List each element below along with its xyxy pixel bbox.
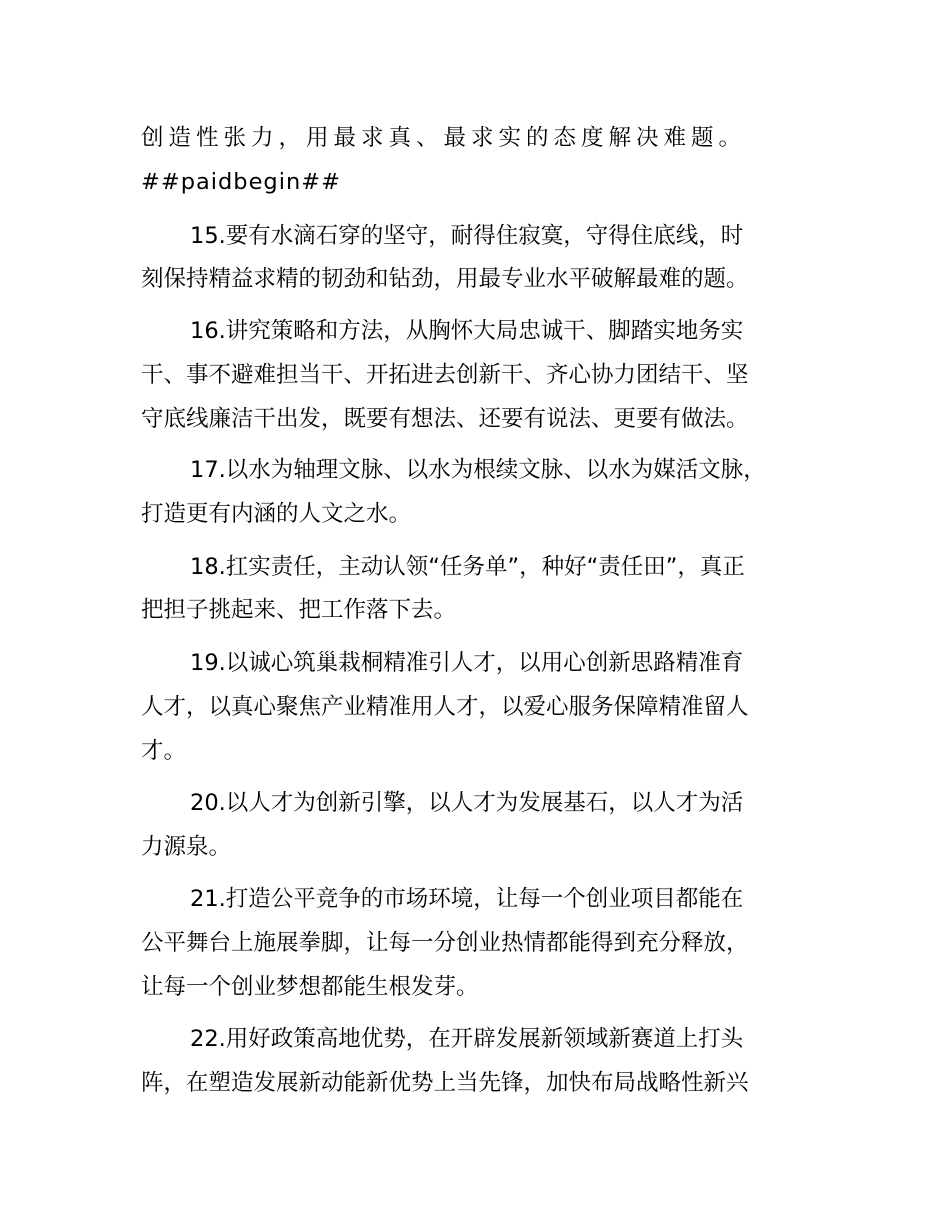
paragraph-19-line-2: 人才，以真心聚焦产业精准用人才，以爱心服务保障精准留人: [141, 694, 749, 720]
paragraph-15-line-2: 刻保持精益求精的韧劲和钻劲，用最专业水平破解最难的题。: [141, 266, 749, 292]
paragraph-16-line-2: 干、事不避难担当干、开拓进去创新干、齐心协力团结干、坚: [141, 362, 749, 388]
paragraph-17-line-2: 打造更有内涵的人文之水。: [141, 501, 412, 527]
paragraph-21-line-1: 21.打造公平竞争的市场环境，让每一个创业项目都能在: [190, 886, 744, 912]
paragraph-18-line-1: 18.扛实责任，主动认领“任务单”，种好“责任田”，真正: [190, 554, 745, 580]
text-line: 创造性张力，用最求真、最求实的态度解决难题。: [141, 125, 747, 151]
paragraph-17-line-1: 17.以水为轴理文脉、以水为根续文脉、以水为媒活文脉，: [190, 457, 766, 483]
paragraph-22-line-1: 22.用好政策高地优势，在开辟发展新领域新赛道上打头: [190, 1026, 744, 1052]
paragraph-21-line-2: 公平舞台上施展拳脚，让每一分创业热情都能得到充分释放，: [141, 930, 749, 956]
paid-marker: ##paidbegin##: [141, 169, 341, 195]
paragraph-19-line-3: 才。: [141, 738, 187, 764]
paragraph-16-line-3: 守底线廉洁干出发，既要有想法、还要有说法、更要有做法。: [141, 406, 749, 432]
paragraph-20-line-2: 力源泉。: [141, 834, 232, 860]
paragraph-21-line-3: 让每一个创业梦想都能生根发芽。: [141, 974, 479, 1000]
paragraph-20-line-1: 20.以人才为创新引擎，以人才为发展基石，以人才为活: [190, 790, 744, 816]
paragraph-15-line-1: 15.要有水滴石穿的坚守，耐得住寂寞，守得住底线，时: [190, 223, 744, 249]
paragraph-18-line-2: 把担子挑起来、把工作落下去。: [141, 597, 457, 623]
paragraph-16-line-1: 16.讲究策略和方法，从胸怀大局忠诚干、脚踏实地务实: [190, 318, 744, 344]
paragraph-19-line-1: 19.以诚心筑巢栽桐精准引人才，以用心创新思路精准育: [190, 650, 744, 676]
paragraph-22-line-2: 阵，在塑造发展新动能新优势上当先锋，加快布局战略性新兴: [141, 1070, 749, 1096]
